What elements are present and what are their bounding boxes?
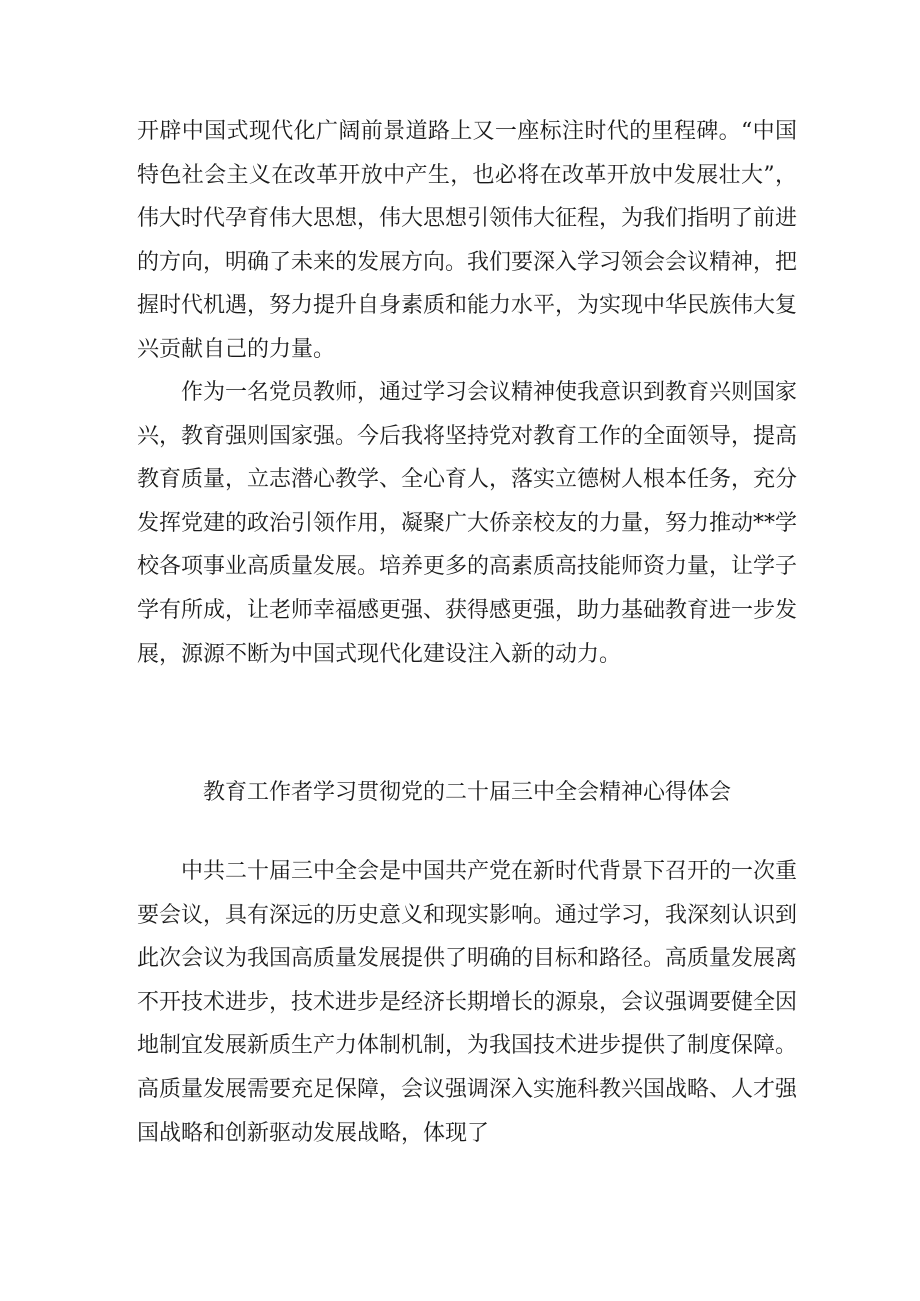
- section-title: 教育工作者学习贯彻党的二十届三中全会精神心得体会: [202, 780, 731, 805]
- paragraph-continuation: 开辟中国式现代化广阔前景道路上又一座标注时代的里程碑。“中国特色社会主义在改革开放中产生，也必将在改革开放中发展壮大”，伟大时代孕育伟大思想，伟大思想引领伟大征程，为我们指明了前进的方向，明确了未来的发展方向。我们要深入学习领会会议精神，把握时代机遇，努力提升自身素质和能力水平，为实现中华民族伟大复兴贡献自己的力量。: [137, 119, 798, 362]
- paragraph-plenum-intro: 中共二十届三中全会是中国共产党在新时代背景下召开的一次重要会议，具有深远的历史意义和现实影响。通过学习，我深刻认识到此次会议为我国高质量发展提供了明确的目标和路径。高质量发展离不开技术进步，技术进步是经济长期增长的源泉，会议强调要健全因地制宜发展新质生产力体制机制，为我国技术进步提供了制度保障。高质量发展需要充足保障，会议强调深入实施科教兴国战略、人才强国战略和创新驱动发展战略，体现了: [137, 859, 797, 1146]
- paragraph-teacher-reflection: 作为一名党员教师，通过学习会议精神使我意识到教育兴则国家兴，教育强则国家强。今后我将坚持党对教育工作的全面领导，提高教育质量，立志潜心教学、全心育人，落实立德树人根本任务，充分发挥党建的政治引领作用，凝聚广大侨亲校友的力量，努力推动**学校各项事业高质量发展。培养更多的高素质高技能师资力量，让学子学有所成，让老师幸福感更强、获得感更强，助力基础教育进一步发展，源源不断为中国式现代化建设注入新的动力。: [137, 380, 798, 667]
